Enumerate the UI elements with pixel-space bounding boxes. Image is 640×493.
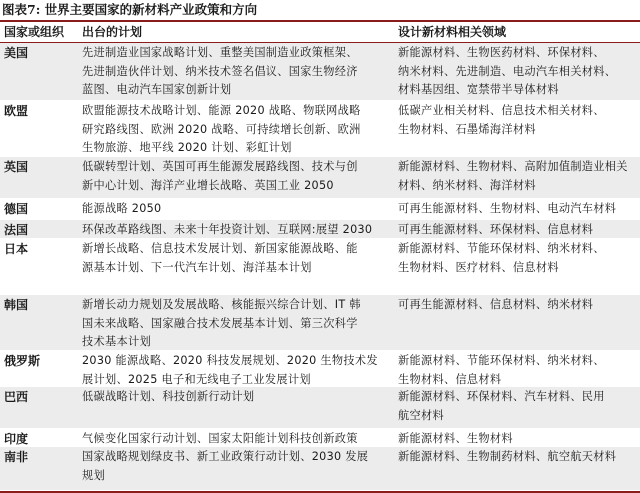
table-row [0, 295, 640, 351]
plans-cell [82, 158, 394, 195]
plans-line: 能源战略 2050 [82, 202, 162, 215]
country-cell: 巴西 [4, 390, 29, 404]
fields-line: 生物材料、信息材料 [398, 372, 502, 386]
plans-line: 源基本计划、下一代汽车计划、海洋基本计划 [82, 260, 312, 274]
fields-cell [398, 388, 636, 425]
table-row [0, 351, 640, 387]
fields-cell [398, 448, 636, 467]
plans-line: 新中心计划、海洋产业增长战略、英国工业 2050 [82, 178, 334, 192]
country-cell: 日本 [4, 242, 29, 256]
plans-line: 新增长动力规划及发展战略、核能振兴综合计划、IT 韩 [82, 298, 361, 311]
table-row [0, 157, 640, 199]
fields-cell [398, 240, 636, 277]
fields-cell [398, 296, 636, 315]
plans-line: 先进制造业国家战略计划、重整美国制造业政策框架、 [82, 46, 358, 59]
plans-line: 欧盟能源技术战略计划、能源 2020 战略、物联网战略 [82, 104, 361, 117]
fields-line: 新能源材料、节能环保材料、纳米材料、 [398, 354, 605, 367]
plans-line: 2030 能源战略、2020 科技发展规划、2020 生物技术发 [82, 354, 378, 367]
plans-line: 国家战略规划绿皮书、新工业政策行动计划、2030 发展 [82, 450, 369, 463]
fields-line: 低碳产业相关材料、信息技术相关材料、 [398, 104, 605, 117]
fields-line: 材料、纳米材料、海洋材料 [398, 178, 536, 192]
header-country: 国家或组织 [4, 25, 65, 39]
fields-cell [398, 158, 636, 195]
fields-line: 可再生能源材料、环保材料、信息材料 [398, 223, 594, 236]
table-caption: 图表7: 世界主要国家的新材料产业政策和方向 [2, 2, 258, 17]
plans-line: 环保改革路线图、未来十年投资计划、互联网:展望 2030 [82, 223, 373, 236]
plans-cell [82, 448, 394, 485]
plans-cell [82, 44, 394, 100]
header-fields: 设计新材料相关领域 [398, 25, 507, 39]
plans-line: 蓝图、电动汽车国家创新计划 [82, 83, 232, 96]
table-row [0, 43, 640, 101]
table-row [0, 220, 640, 239]
fields-line: 生物材料、石墨烯海洋材料 [398, 122, 536, 136]
table-row [0, 429, 640, 447]
fields-line: 新能源材料、生物材料、高附加值制造业相关 [398, 160, 628, 173]
fields-cell [398, 352, 636, 389]
fields-line: 新能源材料、生物制药材料、航空航天材料 [398, 450, 617, 463]
plans-line: 国未来战略、国家融合技术发展基本计划、第三次科学 [82, 316, 358, 330]
country-cell: 英国 [4, 160, 29, 174]
country-cell: 法国 [4, 223, 29, 237]
country-cell: 美国 [4, 46, 29, 60]
table-row [0, 101, 640, 157]
plans-line: 低碳转型计划、英国可再生能源发展路线图、技术与创 [82, 160, 358, 173]
country-cell: 欧盟 [4, 104, 29, 118]
table-row [0, 199, 640, 220]
plans-cell [82, 388, 394, 407]
plans-line: 气候变化国家行动计划、国家太阳能计划科技创新政策 [82, 432, 358, 445]
plans-line: 新增长战略、信息技术发展计划、新国家能源战略、能 [82, 242, 358, 255]
fields-line: 可再生能源材料、生物材料、电动汽车材料 [398, 202, 617, 215]
table-header [0, 22, 640, 42]
country-cell: 南非 [4, 450, 29, 464]
fields-cell [398, 102, 636, 139]
header-plans: 出台的计划 [82, 25, 143, 39]
table-row [0, 447, 640, 491]
fields-cell [398, 200, 636, 219]
plans-cell [82, 200, 394, 219]
plans-line: 技术基本计划 [82, 335, 151, 348]
fields-line: 可再生能源材料、信息材料、纳米材料 [398, 298, 594, 311]
plans-line: 先进制造伙伴计划、纳米技术签名倡议、国家生物经济 [82, 64, 358, 78]
plans-line: 研究路线图、欧洲 2020 战略、可持续增长创新、欧洲 [82, 122, 361, 136]
table-row [0, 239, 640, 295]
plans-cell [82, 430, 394, 449]
plans-line: 规划 [82, 468, 105, 482]
fields-line: 航空材料 [398, 408, 444, 422]
plans-cell [82, 240, 394, 277]
fields-line: 新能源材料、生物医药材料、环保材料、 [398, 46, 605, 59]
country-cell: 俄罗斯 [4, 354, 41, 368]
fields-line: 新能源材料、生物材料 [398, 432, 513, 445]
plans-line: 低碳战略计划、科技创新行动计划 [82, 390, 255, 403]
plans-cell [82, 296, 394, 352]
country-cell: 印度 [4, 432, 29, 446]
country-cell: 韩国 [4, 298, 29, 312]
fields-cell [398, 430, 636, 449]
fields-cell [398, 221, 636, 240]
fields-line: 纳米材料、先进制造、电动汽车相关材料、 [398, 64, 617, 78]
fields-cell [398, 44, 636, 100]
country-cell: 德国 [4, 202, 29, 216]
fields-line: 新能源材料、节能环保材料、纳米材料、 [398, 242, 605, 255]
table-row [0, 387, 640, 429]
fields-line: 新能源材料、环保材料、汽车材料、民用 [398, 390, 605, 403]
fields-line: 材料基因组、宽禁带半导体材料 [398, 83, 559, 96]
plans-cell [82, 352, 394, 389]
plans-cell [82, 102, 394, 158]
plans-line: 展计划、2025 电子和无线电子工业发展计划 [82, 372, 311, 386]
plans-line: 生物旅游、地平线 2020 计划、彩虹计划 [82, 141, 292, 154]
fields-line: 生物材料、医疗材料、信息材料 [398, 260, 559, 274]
plans-cell [82, 221, 394, 240]
